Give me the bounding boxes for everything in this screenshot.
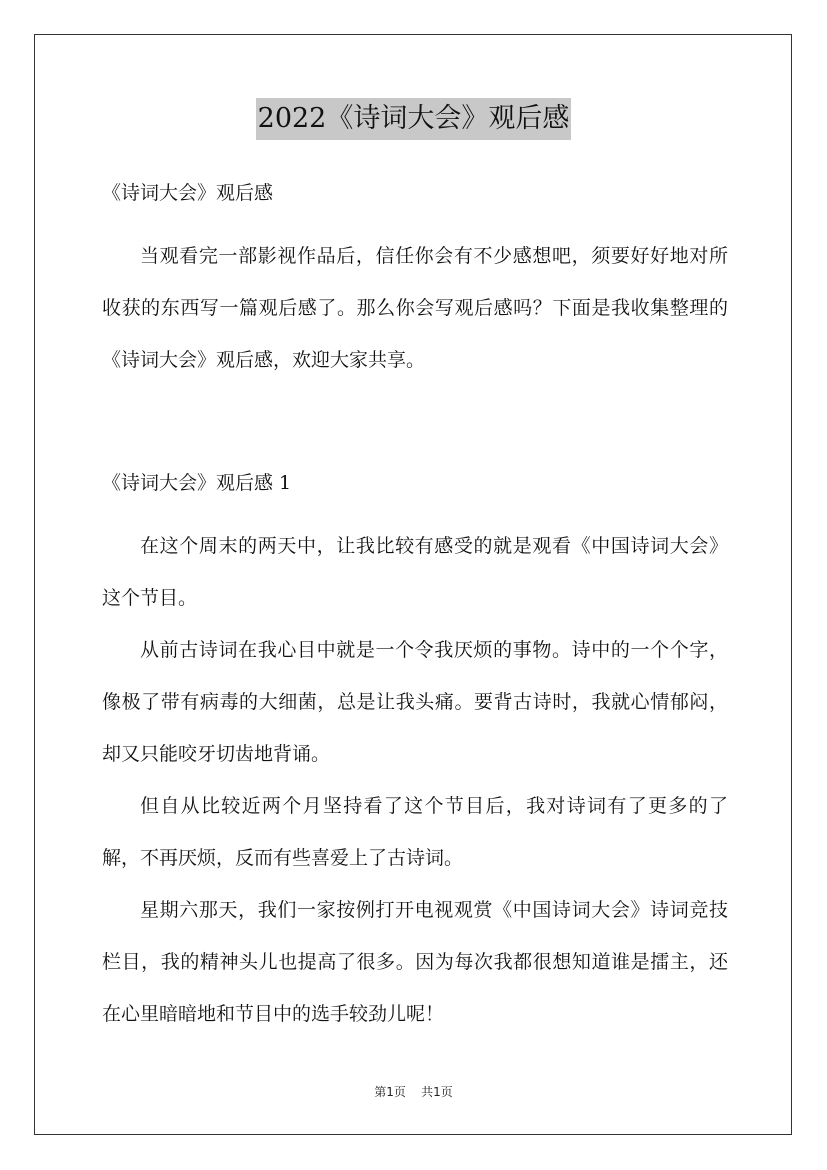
page-total: 共1页 [421,1085,453,1099]
paragraph: 在这个周末的两天中，让我比较有感受的就是观看《中国诗词大会》这个节目。 [102,535,728,609]
page-footer [0,1084,827,1100]
paragraph: 从前古诗词在我心目中就是一个令我厌烦的事物。诗中的一个个字，像极了带有病毒的大细菌，总是让我头痛。要背古诗时，我就心情郁闷，却又只能咬牙切齿地背诵。 [102,639,728,765]
section-heading: 《诗词大会》观后感 1 [102,472,292,494]
document-title: 2022《诗词大会》观后感 [256,98,572,140]
paragraph: 当观看完一部影视作品后，信任你会有不少感想吧，须要好好地对所收获的东西写一篇观后感了。那么你会写观后感吗？下面是我收集整理的《诗词大会》观后感，欢迎大家共享。 [102,245,728,371]
title-container [0,98,827,140]
paragraph: 星期六那天，我们一家按例打开电视观赏《中国诗词大会》诗词竞技栏目，我的精神头儿也提高了很多。因为每次我都很想知道谁是擂主，还在心里暗暗地和节目中的选手较劲儿呢！ [102,899,728,1025]
intro-heading: 《诗词大会》观后感 [102,182,274,204]
document-body [102,176,728,1040]
page-number: 第1页 [374,1085,406,1099]
paragraph: 但自从比较近两个月坚持看了这个节目后，我对诗词有了更多的了解，不再厌烦，反而有些喜爱上了古诗词。 [102,795,728,869]
